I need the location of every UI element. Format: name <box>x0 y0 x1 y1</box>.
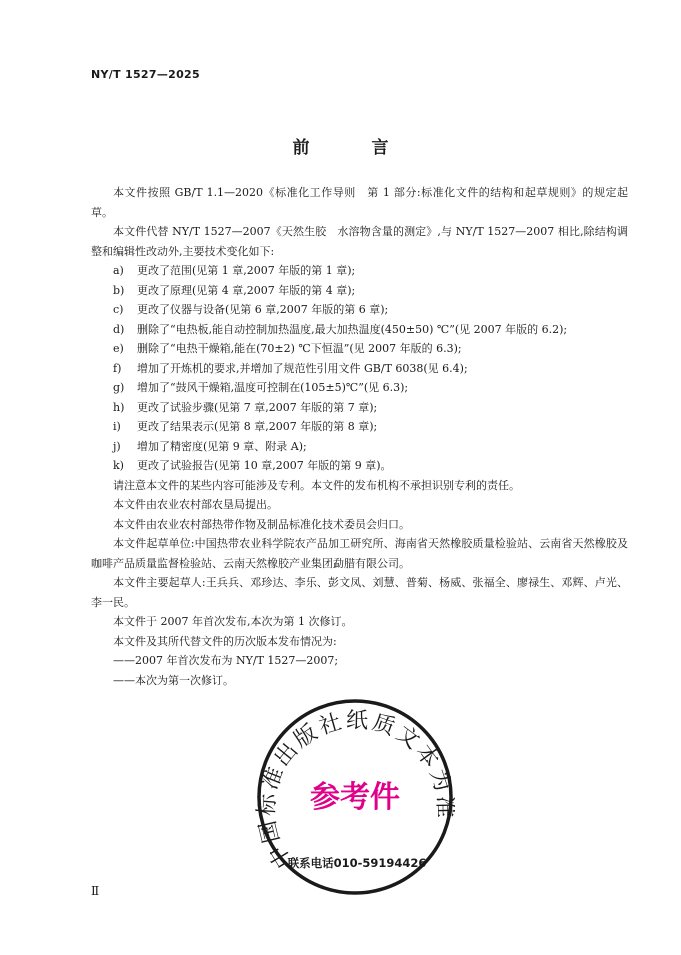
paragraph-drafting-units: 本文件起草单位:中国热带农业科学院农产品加工研究所、海南省天然橡胶质量检验站、云南省天然橡胶及咖啡产品质量监督检验站、云南天然橡胶产业集团勐腊有限公司。 <box>91 537 628 570</box>
list-item-text: 增加了“鼓风干燥箱,温度可控制在(105±5)℃”(见 6.3); <box>137 381 409 394</box>
list-item <box>91 417 628 437</box>
list-item-text: 更改了范围(见第 1 章,2007 年版的第 1 章); <box>137 264 356 277</box>
list-item <box>91 359 628 379</box>
list-item-text: 增加了精密度(见第 9 章、附录 A); <box>137 439 307 453</box>
stamp-graphic <box>255 697 455 897</box>
paragraph-drafters: 本文件主要起草人:王兵兵、邓珍达、李乐、彭文凤、刘慧、普菊、杨威、张福全、廖禄生、邓辉、卢光、李一民。 <box>91 576 628 609</box>
list-item-label: f) <box>113 361 122 375</box>
stamp-phone: 联系电话010-59194426 <box>287 856 427 870</box>
paragraph-committee: 本文件由农业农村部热带作物及制品标准化技术委员会归口。 <box>113 517 410 531</box>
list-item <box>91 320 628 340</box>
page-title: 前 言 <box>292 138 417 158</box>
list-item-text: 删除了“电热板,能自动控制加热温度,最大加热温度(450±50) ℃”(见 2007 年版的 6.2); <box>137 322 568 336</box>
list-item-label: j) <box>113 439 121 453</box>
stamp-center-text: 参考件 <box>310 780 400 815</box>
page-number: Ⅱ <box>91 884 100 898</box>
list-item-text: 更改了仪器与设备(见第 6 章,2007 年版的第 6 章); <box>137 303 389 316</box>
list-item-label: h) <box>113 400 125 414</box>
paragraph-patent-notice: 请注意本文件的某些内容可能涉及专利。本文件的发布机构不承担识别专利的责任。 <box>113 478 520 492</box>
list-item-label: d) <box>113 322 125 336</box>
list-item-text: 删除了“电热干燥箱,能在(70±2) ℃下恒温”(见 2007 年版的 6.3); <box>137 342 462 355</box>
list-item-label: g) <box>113 381 125 394</box>
paragraph-replacement: 本文件代替 NY/T 1527—2007《天然生胶 水溶物含量的测定》,与 NY/T 1527—2007 相比,除结构调整和编辑性改动外,主要技术变化如下: <box>91 225 628 258</box>
list-item-text: 更改了试验报告(见第 10 章,2007 年版的第 9 章)。 <box>137 459 392 472</box>
list-item <box>91 300 628 320</box>
stamp-ring-textpath: 中国标准出版社纸质文本为准 <box>255 708 455 873</box>
list-item <box>91 398 628 418</box>
list-item-text: 增加了开炼机的要求,并增加了规范性引用文件 GB/T 6038(见 6.4); <box>137 361 468 375</box>
foreword-body <box>91 183 628 690</box>
list-item-label: b) <box>113 283 125 297</box>
list-item-text: 更改了原理(见第 4 章,2007 年版的第 4 章); <box>137 283 356 297</box>
standard-code: NY/T 1527—2025 <box>91 68 200 81</box>
list-item <box>91 261 628 281</box>
paragraph-proposer: 本文件由农业农村部农垦局提出。 <box>113 498 278 511</box>
list-item-label: k) <box>113 459 124 472</box>
paragraph-drafting-rules: 本文件按照 GB/T 1.1—2020《标准化工作导则 第 1 部分:标准化文件的结构和起草规则》的规定起草。 <box>91 186 628 219</box>
list-item <box>91 378 628 398</box>
list-item <box>91 437 628 457</box>
history-item: ——本次为第一次修订。 <box>113 673 234 687</box>
list-item-text: 更改了结果表示(见第 8 章,2007 年版的第 8 章); <box>137 420 378 433</box>
list-item-text: 更改了试验步骤(见第 7 章,2007 年版的第 7 章); <box>137 400 378 414</box>
list-item-label: i) <box>113 420 121 433</box>
list-item-label: a) <box>113 264 124 277</box>
reference-stamp <box>255 697 455 897</box>
paragraph-history-intro: 本文件及其所代替文件的历次版本发布情况为: <box>113 634 337 648</box>
list-item-label: c) <box>113 303 124 316</box>
list-item-label: e) <box>113 342 124 355</box>
list-item <box>91 281 628 301</box>
history-item: ——2007 年首次发布为 NY/T 1527—2007; <box>113 654 339 667</box>
list-item <box>91 456 628 476</box>
list-item <box>91 339 628 359</box>
paragraph-first-publication: 本文件于 2007 年首次发布,本次为第 1 次修订。 <box>113 615 353 628</box>
